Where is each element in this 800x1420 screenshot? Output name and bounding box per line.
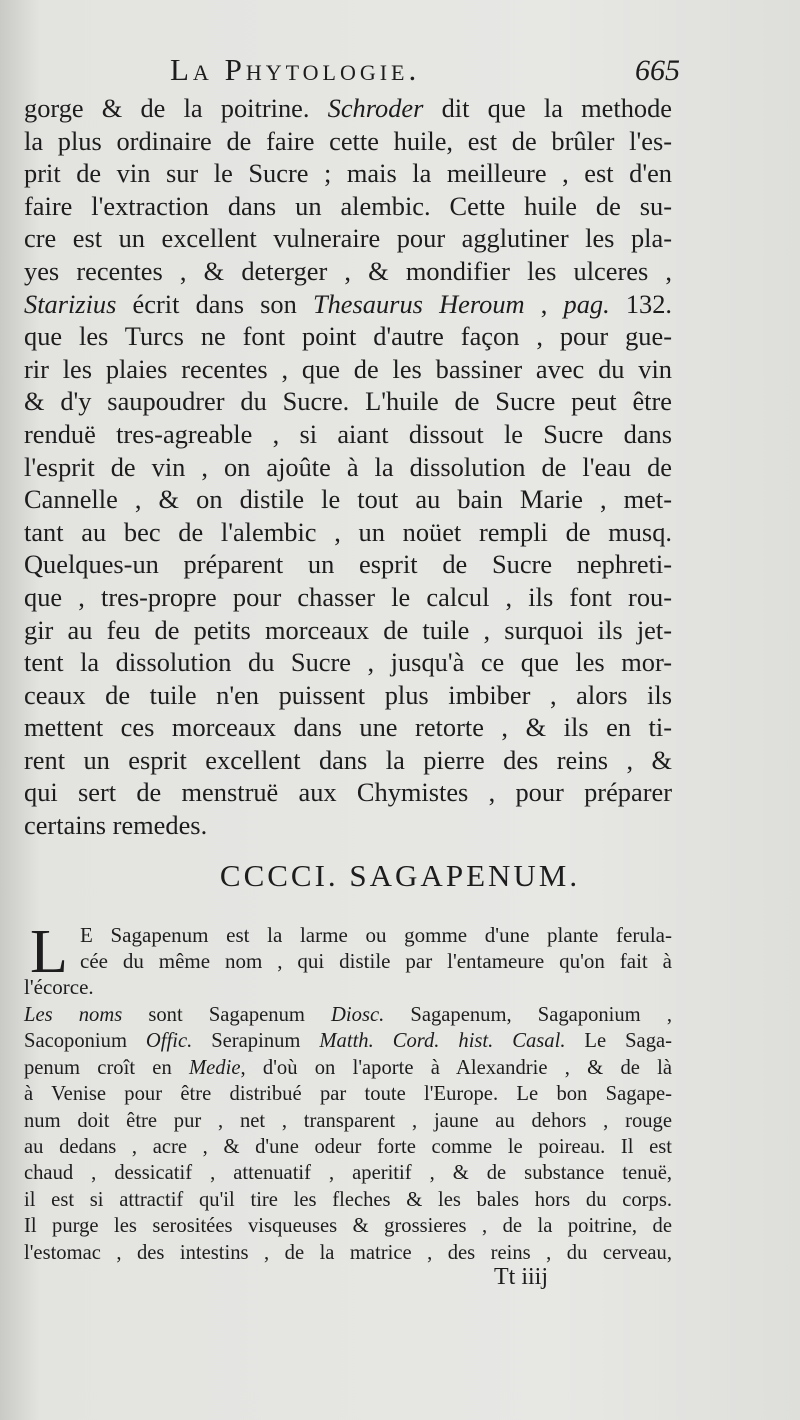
text-segment: Serapinum	[192, 1030, 320, 1053]
italic-segment: pag.	[563, 288, 610, 319]
text-line	[24, 809, 672, 842]
text-segment: ceaux de tuile n'en puissent plus imbiber , alors ils	[24, 679, 672, 710]
entry-intro	[24, 918, 672, 1000]
text-segment: Quelques-un préparent un esprit de Sucre nephreti-	[24, 549, 672, 580]
text-line	[24, 614, 672, 647]
text-segment: gorge & de la poitrine.	[24, 93, 328, 123]
text-line	[24, 1187, 672, 1213]
text-segment: mettent ces morceaux dans une retorte , & ils en ti-	[24, 712, 672, 743]
text-line	[24, 483, 672, 516]
text-segment: que , tres-propre pour chasser le calcul , ils font rou-	[24, 581, 672, 612]
text-segment: que les Turcs ne font point d'autre façon , pour gue-	[24, 321, 672, 352]
text-segment: Cannelle , & on distile le tout au bain Marie , met-	[24, 484, 672, 515]
text-line	[24, 1002, 672, 1028]
text-segment: au dedans , acre , & d'une odeur forte comme le poireau. Il est	[24, 1136, 672, 1159]
text-line	[24, 516, 672, 549]
text-segment: tant au bec de l'alembic , un noüet rempli de musq.	[24, 516, 672, 547]
text-segment: yes recentes , & deterger , & mondifier les ulceres ,	[24, 255, 672, 286]
text-line	[24, 1055, 672, 1081]
text-line	[24, 776, 672, 809]
text-segment: ,	[524, 288, 564, 319]
intro-line: E Sagapenum est la larme ou gomme d'une plante ferula-	[80, 923, 672, 947]
intro-line: cée du même nom , qui distile par l'entameure qu'on fait à	[80, 949, 672, 973]
text-line	[24, 1028, 672, 1054]
italic-segment: Diosc.	[331, 1004, 385, 1026]
text-line	[24, 157, 672, 190]
drop-cap: L	[30, 918, 68, 986]
text-segment: l'estomac , des intestins , de la matrice , des reins , du cerveau,	[24, 1241, 672, 1264]
text-line	[24, 222, 672, 255]
italic-segment: Starizius	[24, 288, 117, 319]
text-line	[24, 125, 672, 158]
text-line	[24, 1081, 672, 1107]
italic-segment: Matth. Cord. hist. Casal.	[319, 1030, 566, 1053]
text-line	[24, 385, 672, 418]
italic-segment: Schroder	[327, 93, 424, 123]
main-text-block	[24, 92, 672, 842]
text-line	[24, 646, 672, 679]
text-segment: cre est un excellent vulneraire pour agglutiner les pla-	[24, 223, 672, 254]
text-segment: écrit dans son	[116, 288, 313, 319]
page-number: 665	[635, 54, 680, 87]
page-footer	[24, 1264, 672, 1296]
text-line	[24, 744, 672, 777]
text-line	[24, 548, 672, 581]
text-segment: qui sert de menstruë aux Chymistes , pour préparer	[24, 777, 672, 808]
text-segment: & d'y saupoudrer du Sucre. L'huile de Sucre peut être	[24, 386, 672, 417]
text-line	[24, 711, 672, 744]
text-segment: penum croît en	[24, 1056, 190, 1079]
text-line	[24, 353, 672, 386]
text-line	[24, 451, 672, 484]
text-line	[24, 92, 672, 125]
page-header	[160, 52, 680, 92]
text-line	[24, 1213, 672, 1239]
text-line	[24, 320, 672, 353]
entry-description	[24, 1002, 672, 1266]
running-title: La Phytologie.	[170, 52, 421, 87]
text-segment: gir au feu de petits morceaux de tuile , surquoi ils jet-	[24, 614, 672, 645]
text-segment: il est si attractif qu'il tire les fleches & les bales hors du corps.	[24, 1188, 672, 1211]
italic-segment: Offic.	[145, 1030, 193, 1053]
text-segment: , d'où on l'aporte à Alexandrie , & de là	[240, 1056, 673, 1079]
text-segment: à Venise pour être distribué par toute l'Europe. Le bon Sagape-	[24, 1083, 672, 1106]
text-segment: Sacoponium	[24, 1030, 146, 1053]
text-segment: dit que la methode	[423, 93, 672, 123]
text-segment: certains remedes.	[24, 810, 208, 841]
italic-segment: Les noms	[24, 1004, 123, 1026]
text-line	[24, 679, 672, 712]
text-line	[24, 581, 672, 614]
italic-segment: Medie	[189, 1056, 241, 1079]
text-segment: faire l'extraction dans un alembic. Cette huile de su-	[24, 190, 672, 221]
text-line	[24, 288, 672, 321]
text-line	[24, 1108, 672, 1134]
text-line	[24, 1134, 672, 1160]
text-segment: sont Sagapenum	[122, 1004, 332, 1026]
intro-line: l'écorce.	[24, 975, 94, 999]
text-segment: chaud , dessicatif , attenuatif , aperitif , & de substance tenuë,	[24, 1162, 672, 1185]
text-line	[24, 1160, 672, 1186]
text-line	[24, 1240, 672, 1266]
text-segment: Sagapenum, Sagaponium ,	[384, 1004, 672, 1026]
text-segment: Il purge les serositées visqueuses & grossieres , de la poitrine, de	[24, 1215, 672, 1238]
text-segment: prit de vin sur le Sucre ; mais la meilleure , est d'en	[24, 158, 672, 189]
text-segment: 132.	[609, 288, 673, 319]
text-segment: tent la dissolution du Sucre , jusqu'à ce que les mor-	[24, 647, 672, 678]
text-segment: la plus ordinaire de faire cette huile, est de brûler l'es-	[24, 125, 672, 156]
italic-segment: Thesaurus Heroum	[312, 288, 525, 319]
text-line	[24, 255, 672, 288]
text-line	[24, 418, 672, 451]
text-segment: Le Saga-	[565, 1030, 672, 1053]
text-line	[24, 190, 672, 223]
text-segment: num doit être pur , net , transparent , jaune au dehors , rouge	[24, 1109, 672, 1132]
text-segment: rent un esprit excellent dans la pierre des reins , &	[24, 744, 672, 775]
text-segment: rir les plaies recentes , que de les bassiner avec du vin	[24, 353, 672, 384]
text-segment: l'esprit de vin , on ajoûte à la dissolution de l'eau de	[24, 451, 672, 482]
signature-mark: Tt iiij	[494, 1264, 548, 1290]
text-segment: renduë tres-agreable , si aiant dissout le Sucre dans	[24, 418, 672, 449]
section-heading: CCCCI. SAGAPENUM.	[219, 858, 581, 893]
